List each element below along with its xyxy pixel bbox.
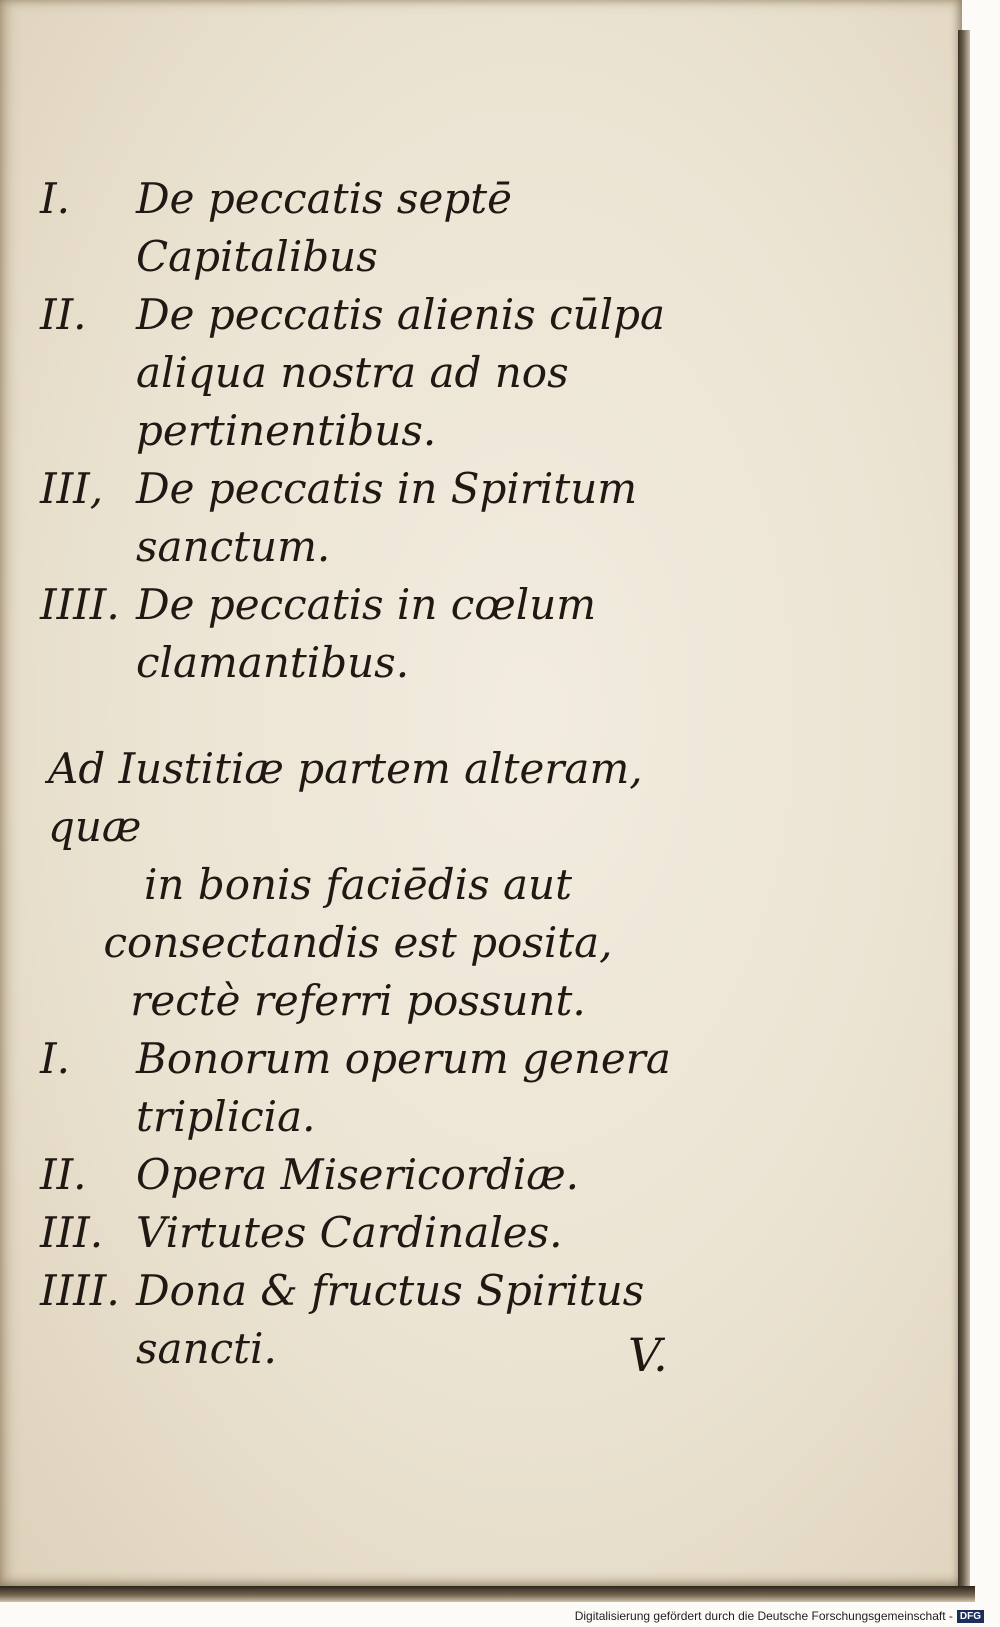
list-item-number: III. [40,1208,104,1257]
list-item-text: Virtutes Cardinales. [136,1208,563,1257]
list-section-1 [40,170,720,692]
list-item-text: Dona & fructus Spiritus sancti. [136,1266,645,1373]
list-item-number: II. [40,1150,87,1199]
list-item [40,170,720,286]
list-item [40,576,720,692]
list-item-number: II. [40,290,87,339]
list-item [40,1262,720,1378]
page-edge-right [958,30,970,1590]
list-item [40,286,720,460]
digitization-footer [575,1609,984,1623]
list-item [40,1204,720,1262]
list-item-text: De peccatis in Spiritum sanctum. [136,464,638,571]
page-text [40,170,720,1378]
list-item-number: I. [40,1034,70,1083]
list-item [40,1030,720,1146]
list-item-text: Opera Misericordiæ. [136,1150,580,1199]
catchword: V. [628,1328,668,1382]
list-item-number: IIII. [40,1266,120,1315]
list-section-2 [40,1030,720,1378]
footer-text: Digitalisierung gefördert durch die Deutsche Forschungsgemeinschaft - [574,1609,953,1623]
list-item [40,460,720,576]
section-heading-line1: Ad Iustitiæ partem alteram, quæ [48,744,643,851]
list-item-text: Bonorum operum genera triplicia. [136,1034,671,1141]
list-item-text: De peccatis in cœlum clamantibus. [136,580,597,687]
page-edge-bottom [0,1586,975,1602]
dfg-logo: DFG [957,1610,984,1623]
list-item-text: De peccatis septē Capitalibus [136,174,512,281]
list-item-text: De peccatis alienis cūlpa aliqua nostra ad nos pertinentibus. [136,290,665,455]
list-item-number: III, [40,464,104,513]
section-heading-rest: in bonis faciēdis aut consectandis est posita, rectè referri possunt. [103,860,613,1025]
list-item-number: IIII. [40,580,120,629]
list-item-number: I. [40,174,70,223]
section-heading [48,740,668,1030]
list-item [40,1146,720,1204]
